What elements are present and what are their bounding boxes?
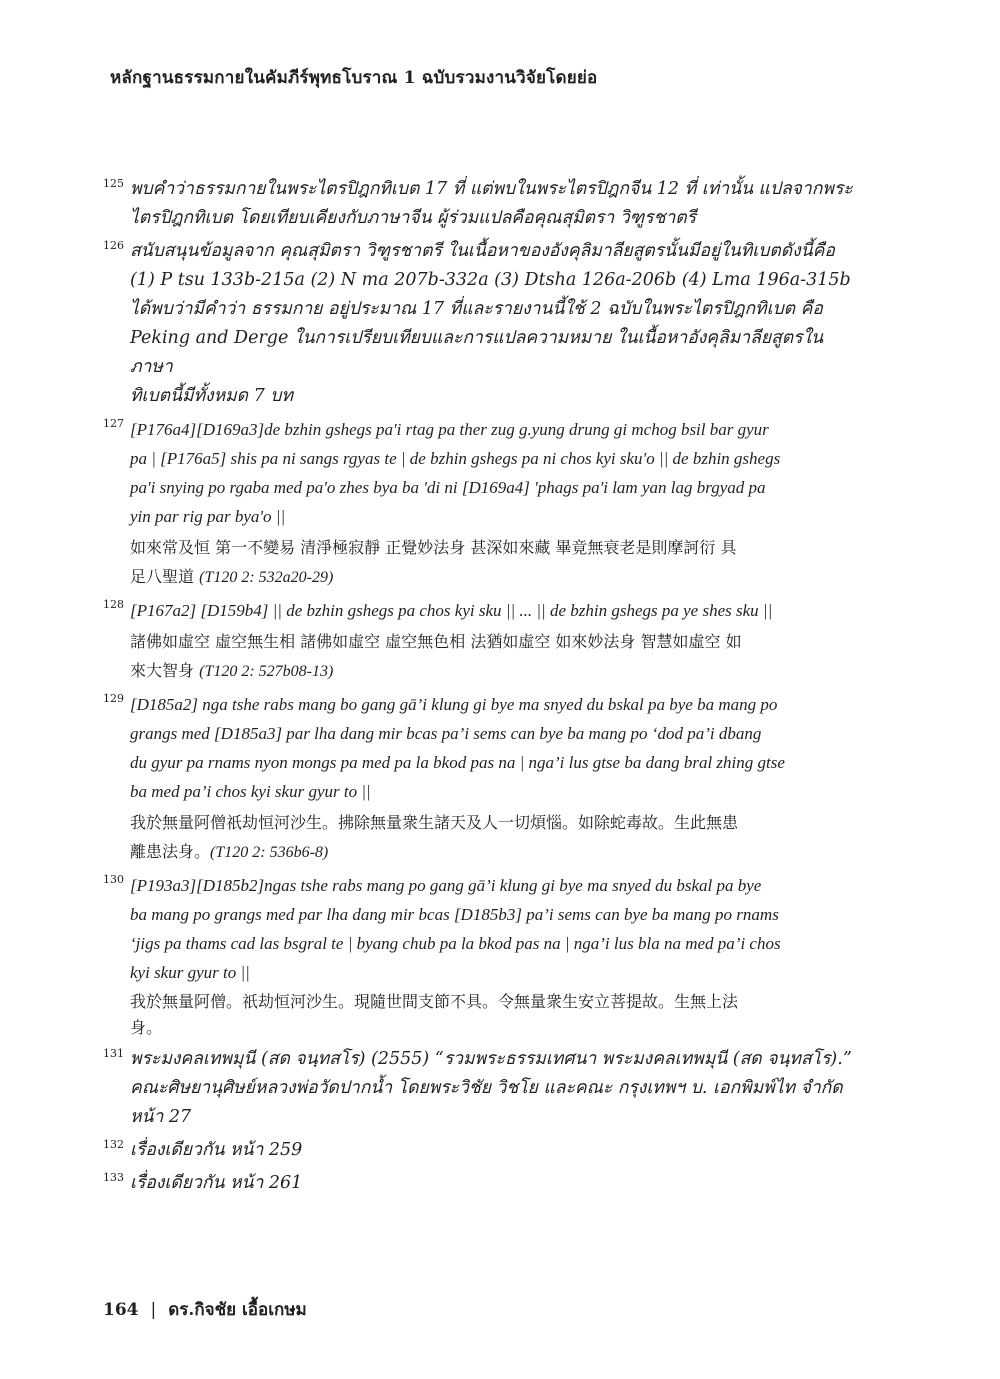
chinese-line: 身。 <box>130 1018 163 1037</box>
footnote-line: สนับสนุนข้อมูลจาก คุณสุมิตรา วิฑูรชาตรี ในเนื้อหาของอังคุลิมาลียสูตรนั้นมีอยู่ในทิเบตดังนี้คือ <box>130 241 835 261</box>
footnote-129 <box>103 690 865 867</box>
tibetan-line: [P167a2] [D159b4] || de bzhin gshegs pa chos kyi sku || ... || de bzhin gshegs pa ye shes sku || <box>130 601 773 620</box>
footnote-133 <box>103 1169 865 1198</box>
page-footer <box>103 1296 307 1323</box>
footnote-line: (1) P tsu 133b-215a (2) N ma 207b-332a (3) Dtsha 126a-206b (4) Lma 196a-315b <box>130 270 851 290</box>
footnote-line: ไตรปิฎกทิเบต โดยเทียบเคียงกับภาษาจีน ผู้ร่วมแปลคือคุณสุมิตรา วิฑูรชาตรี <box>130 208 697 228</box>
page-number: 164 <box>103 1300 139 1320</box>
chinese-line: 我於無量阿僧。祇劫恒河沙生。現隨世間支節不具。令無量衆生安立菩提故。生無上法 <box>130 992 739 1011</box>
chinese-line: 足八聖道 <box>130 567 195 586</box>
tibetan-line: du gyur pa rnams nyon mongs pa med pa la bkod pas na | nga’i lus gtse ba dang bral zhing gtse <box>130 753 785 772</box>
tibetan-line: ‘jigs pa thams cad las bsgral te | byang chub pa la bkod pas na | nga’i lus bla na med pa’i chos <box>130 934 781 953</box>
footnote-126 <box>103 237 865 411</box>
chinese-line: 如來常及恒 第一不變易 清淨極寂靜 正覺妙法身 甚深如來藏 畢竟無衰老是則摩訶衍 具 <box>130 538 737 557</box>
footnote-line: หน้า 27 <box>130 1107 192 1127</box>
author-name: ดร.กิจชัย เอื้อเกษม <box>168 1300 307 1320</box>
footnote-number: 132 <box>103 1138 124 1151</box>
tibetan-line: [P176a4][D169a3]de bzhin gshegs pa'i rtag pa ther zug g.yung drung gi mchog bsil bar gyur <box>130 420 769 439</box>
tibetan-line: kyi skur gyur to || <box>130 963 250 982</box>
footnote-number: 128 <box>103 598 124 611</box>
footnote-line: ทิเบตนี้มีทั้งหมด 7 บท <box>130 386 293 406</box>
footnote-127 <box>103 415 865 592</box>
footnote-number: 126 <box>103 239 124 252</box>
footnote-line: พระมงคลเทพมุนี (สด จนฺทสโร) (2555) “รวมพระธรรมเทศนา พระมงคลเทพมุนี (สด จนฺทสโร).” <box>130 1049 852 1069</box>
chinese-line: 來大智身 <box>130 661 195 680</box>
footnote-number: 133 <box>103 1171 124 1184</box>
citation-ref: (T120 2: 536b6-8) <box>210 844 329 861</box>
tibetan-line: [D185a2] nga tshe rabs mang bo gang gā’i klung gi bye ma snyed du bskal pa bye ba mang po <box>130 695 778 714</box>
footer-separator: | <box>150 1300 157 1320</box>
tibetan-line: pa | [P176a5] shis pa ni sangs rgyas te | de bzhin gshegs pa ni chos kyi sku'o || de bzhin gshegs <box>130 449 781 468</box>
footnote-131 <box>103 1045 865 1132</box>
footnote-125 <box>103 175 865 233</box>
chinese-line: 諸佛如虛空 虛空無生相 諸佛如虛空 虛空無色相 法猶如虛空 如來妙法身 智慧如虛空 如 <box>130 632 742 651</box>
footnote-128 <box>103 596 865 686</box>
tibetan-line: [P193a3][D185b2]ngas tshe rabs mang po gang gā’i klung gi bye ma snyed du bskal pa bye <box>130 876 762 895</box>
running-header: หลักฐานธรรมกายในคัมภีร์พุทธโบราณ 1 ฉบับรวมงานวิจัยโดยย่อ <box>110 68 598 88</box>
tibetan-line: yin par rig par bya'o || <box>130 507 286 526</box>
chinese-line: 我於無量阿僧祇劫恒河沙生。拂除無量衆生諸天及人一切煩惱。如除蛇毒故。生此無患 <box>130 813 739 832</box>
footnote-line: เรื่องเดียวกัน หน้า 261 <box>130 1173 303 1193</box>
footnote-line: เรื่องเดียวกัน หน้า 259 <box>130 1140 303 1160</box>
footnote-number: 127 <box>103 417 124 430</box>
footnote-number: 125 <box>103 177 124 190</box>
tibetan-line: ba mang po grangs med par lha dang mir bcas [D185b3] pa’i sems can bye ba mang po rnams <box>130 905 779 924</box>
footnote-132 <box>103 1136 865 1165</box>
tibetan-line: pa'i snying po rgaba med pa'o zhes bya ba 'di ni [D169a4] 'phags pa'i lam yan lag brgyad pa <box>130 478 766 497</box>
chinese-line: 離患法身。 <box>130 842 211 861</box>
footnote-line: ได้พบว่ามีคำว่า ธรรมกาย อยู่ประมาณ 17 ที่และรายงานนี้ใช้ 2 ฉบับในพระไตรปิฎกทิเบต คือ <box>130 299 823 319</box>
footnotes-section <box>103 175 865 1202</box>
footnote-line: พบคำว่าธรรมกายในพระไตรปิฎกทิเบต 17 ที่ แต่พบในพระไตรปิฎกจีน 12 ที่ เท่านั้น แปลจากพระ <box>130 179 853 199</box>
citation-ref: (T120 2: 527b08-13) <box>199 663 334 680</box>
tibetan-line: ba med pa’i chos kyi skur gyur to || <box>130 782 371 801</box>
footnote-line: คณะศิษยานุศิษย์หลวงพ่อวัดปากน้ำ โดยพระวิชัย วิชโย และคณะ กรุงเทพฯ บ. เอกพิมพ์ไท จำกัด <box>130 1078 843 1098</box>
footnote-130 <box>103 871 865 1041</box>
footnote-number: 129 <box>103 692 124 705</box>
footnote-number: 130 <box>103 873 124 886</box>
footnote-line: Peking and Derge ในการเปรียบเทียบและการแปลความหมาย ในเนื้อหาอังคุลิมาลียสูตรในภาษา <box>130 328 824 377</box>
footnote-number: 131 <box>103 1047 124 1060</box>
citation-ref: (T120 2: 532a20-29) <box>199 569 334 586</box>
tibetan-line: grangs med [D185a3] par lha dang mir bcas pa’i sems can bye ba mang po ‘dod pa’i dbang <box>130 724 762 743</box>
